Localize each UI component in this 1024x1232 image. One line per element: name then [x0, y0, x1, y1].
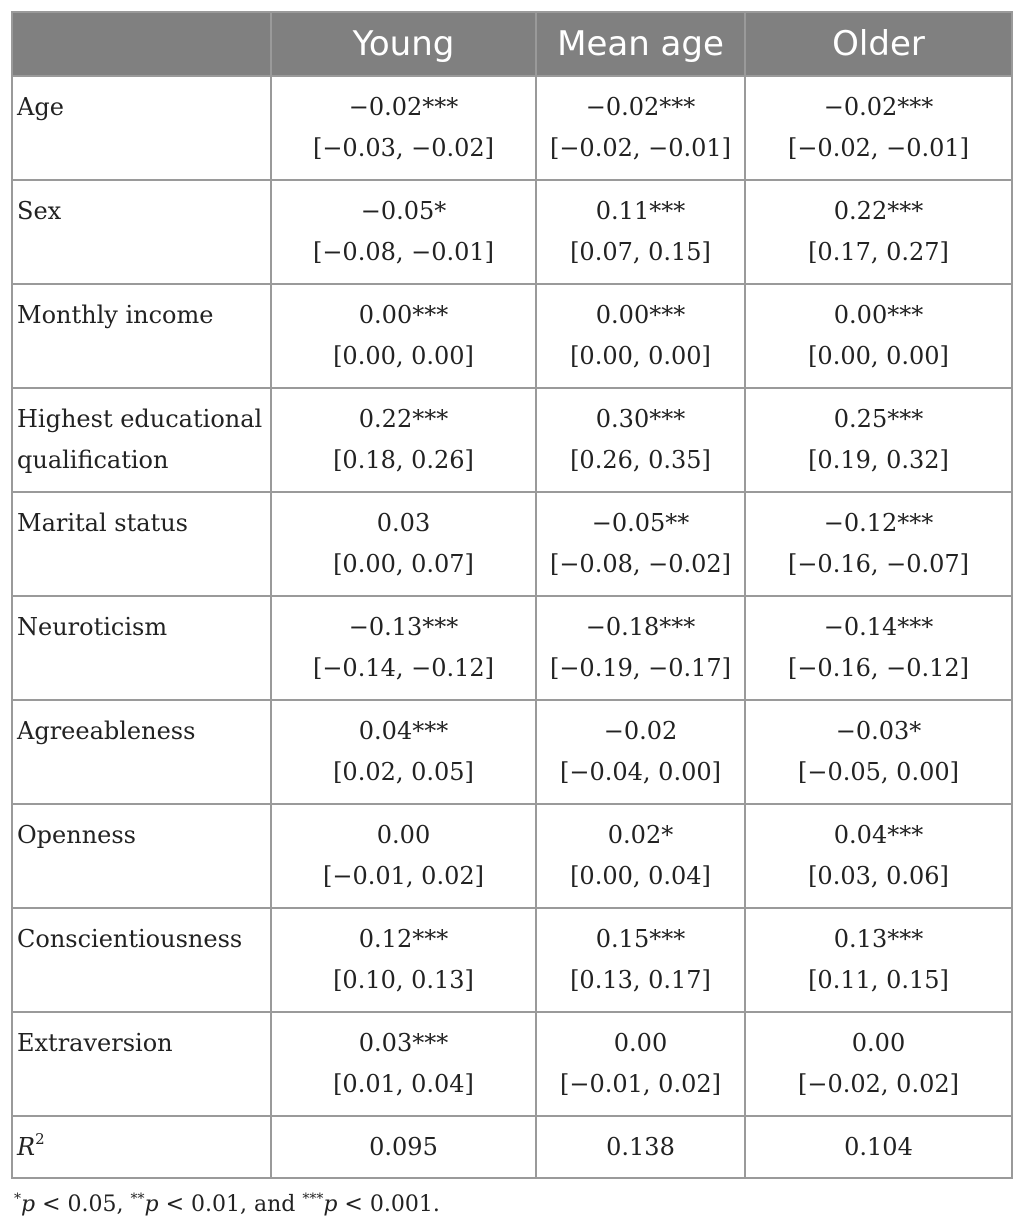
cell-mean-age	[536, 76, 745, 180]
cell-mean-age	[536, 804, 745, 908]
confidence-interval: [0.11, 0.15]	[808, 966, 949, 994]
footnote-mark-1: *	[14, 1191, 21, 1207]
confidence-interval: [−0.14, −0.12]	[312, 654, 495, 682]
row-label: Highest educational qualification	[12, 388, 271, 492]
coefficient: −0.03*	[835, 717, 922, 745]
r-squared-row	[12, 1116, 1012, 1178]
confidence-interval: [0.03, 0.06]	[808, 862, 949, 890]
confidence-interval: [0.00, 0.04]	[570, 862, 711, 890]
confidence-interval: [−0.01, 0.02]	[323, 862, 484, 890]
footnote-p-2: p	[144, 1192, 159, 1217]
cell-mean-age	[536, 388, 745, 492]
row-label: Marital status	[12, 492, 271, 596]
r-squared-mean-age: 0.138	[536, 1116, 745, 1178]
cell-mean-age	[536, 596, 745, 700]
coefficient: 0.02*	[607, 821, 674, 849]
cell-mean-age	[536, 700, 745, 804]
coefficient: 0.12***	[358, 925, 449, 953]
confidence-interval: [−0.19, −0.17]	[549, 654, 732, 682]
coefficient: 0.00***	[595, 301, 686, 329]
confidence-interval: [−0.05, 0.00]	[798, 758, 959, 786]
r-squared-label	[12, 1116, 271, 1178]
coefficient: −0.18***	[585, 613, 696, 641]
cell-young	[271, 180, 536, 284]
significance-footnote	[14, 1190, 440, 1220]
r-squared-older: 0.104	[745, 1116, 1012, 1178]
confidence-interval: [−0.08, −0.02]	[549, 550, 732, 578]
cell-young	[271, 76, 536, 180]
r-symbol: R	[17, 1133, 36, 1161]
confidence-interval: [−0.02, −0.01]	[787, 134, 970, 162]
confidence-interval: [−0.08, −0.01]	[312, 238, 495, 266]
footnote-mark-3: ***	[302, 1191, 324, 1207]
confidence-interval: [−0.04, 0.00]	[560, 758, 721, 786]
table-row	[12, 76, 1012, 180]
table-row	[12, 388, 1012, 492]
coefficient: 0.03	[376, 509, 431, 537]
coefficient: −0.05**	[591, 509, 690, 537]
confidence-interval: [0.18, 0.26]	[333, 446, 474, 474]
header-mean-age: Mean age	[536, 12, 745, 76]
confidence-interval: [0.26, 0.35]	[570, 446, 711, 474]
confidence-interval: [0.07, 0.15]	[570, 238, 711, 266]
confidence-interval: [0.00, 0.00]	[808, 342, 949, 370]
cell-young	[271, 492, 536, 596]
cell-older	[745, 596, 1012, 700]
table-row	[12, 908, 1012, 1012]
coefficient: 0.00	[613, 1029, 668, 1057]
coefficient: 0.00***	[833, 301, 924, 329]
coefficient: 0.25***	[833, 405, 924, 433]
header-older: Older	[745, 12, 1012, 76]
row-label: Monthly income	[12, 284, 271, 388]
cell-young	[271, 804, 536, 908]
cell-mean-age	[536, 284, 745, 388]
coefficient: −0.02***	[823, 93, 934, 121]
confidence-interval: [0.00, 0.00]	[333, 342, 474, 370]
coefficient: −0.05*	[360, 197, 447, 225]
coefficient: −0.14***	[823, 613, 934, 641]
footnote-text-2: < 0.01, and	[158, 1192, 303, 1217]
coefficient: 0.00	[376, 821, 431, 849]
cell-young	[271, 1012, 536, 1116]
cell-mean-age	[536, 492, 745, 596]
coefficient: 0.22***	[833, 197, 924, 225]
regression-table	[11, 11, 1013, 1179]
cell-older	[745, 180, 1012, 284]
confidence-interval: [0.19, 0.32]	[808, 446, 949, 474]
coefficient: −0.02	[603, 717, 678, 745]
confidence-interval: [−0.02, −0.01]	[549, 134, 732, 162]
cell-older	[745, 804, 1012, 908]
coefficient: 0.04***	[358, 717, 449, 745]
confidence-interval: [0.01, 0.04]	[333, 1070, 474, 1098]
row-label: Age	[12, 76, 271, 180]
coefficient: 0.30***	[595, 405, 686, 433]
footnote-text-3: < 0.001.	[337, 1192, 440, 1217]
confidence-interval: [0.13, 0.17]	[570, 966, 711, 994]
coefficient: 0.22***	[358, 405, 449, 433]
cell-mean-age	[536, 180, 745, 284]
footnote-text-1: < 0.05,	[35, 1192, 131, 1217]
cell-older	[745, 388, 1012, 492]
r-squared-exponent: 2	[35, 1130, 45, 1148]
cell-older	[745, 284, 1012, 388]
row-label: Sex	[12, 180, 271, 284]
cell-mean-age	[536, 908, 745, 1012]
table-row	[12, 700, 1012, 804]
coefficient: 0.03***	[358, 1029, 449, 1057]
row-label: Conscientiousness	[12, 908, 271, 1012]
cell-older	[745, 1012, 1012, 1116]
cell-young	[271, 908, 536, 1012]
confidence-interval: [0.02, 0.05]	[333, 758, 474, 786]
coefficient: −0.12***	[823, 509, 934, 537]
cell-young	[271, 700, 536, 804]
header-young: Young	[271, 12, 536, 76]
coefficient: 0.04***	[833, 821, 924, 849]
confidence-interval: [−0.01, 0.02]	[560, 1070, 721, 1098]
confidence-interval: [−0.16, −0.07]	[787, 550, 970, 578]
cell-older	[745, 492, 1012, 596]
cell-older	[745, 700, 1012, 804]
cell-older	[745, 76, 1012, 180]
header-empty	[12, 12, 271, 76]
cell-mean-age	[536, 1012, 745, 1116]
coefficient: 0.00	[851, 1029, 906, 1057]
table-row	[12, 180, 1012, 284]
table-header-row	[12, 12, 1012, 76]
cell-older	[745, 908, 1012, 1012]
confidence-interval: [−0.16, −0.12]	[787, 654, 970, 682]
footnote-p-3: p	[323, 1192, 338, 1217]
footnote-p-1: p	[21, 1192, 36, 1217]
cell-young	[271, 388, 536, 492]
row-label: Openness	[12, 804, 271, 908]
table-row	[12, 596, 1012, 700]
coefficient: 0.13***	[833, 925, 924, 953]
coefficient: −0.02***	[585, 93, 696, 121]
coefficient: −0.13***	[348, 613, 459, 641]
coefficient: 0.15***	[595, 925, 686, 953]
table-row	[12, 284, 1012, 388]
confidence-interval: [0.17, 0.27]	[808, 238, 949, 266]
cell-young	[271, 596, 536, 700]
row-label: Extraversion	[12, 1012, 271, 1116]
coefficient: 0.00***	[358, 301, 449, 329]
footnote-mark-2: **	[130, 1191, 145, 1207]
table-row	[12, 804, 1012, 908]
coefficient: −0.02***	[348, 93, 459, 121]
confidence-interval: [0.00, 0.07]	[333, 550, 474, 578]
confidence-interval: [−0.02, 0.02]	[798, 1070, 959, 1098]
table-row	[12, 492, 1012, 596]
confidence-interval: [0.00, 0.00]	[570, 342, 711, 370]
row-label: Neuroticism	[12, 596, 271, 700]
row-label: Agreeableness	[12, 700, 271, 804]
confidence-interval: [0.10, 0.13]	[333, 966, 474, 994]
r-squared-young: 0.095	[271, 1116, 536, 1178]
cell-young	[271, 284, 536, 388]
coefficient: 0.11***	[595, 197, 686, 225]
table-row	[12, 1012, 1012, 1116]
confidence-interval: [−0.03, −0.02]	[312, 134, 495, 162]
